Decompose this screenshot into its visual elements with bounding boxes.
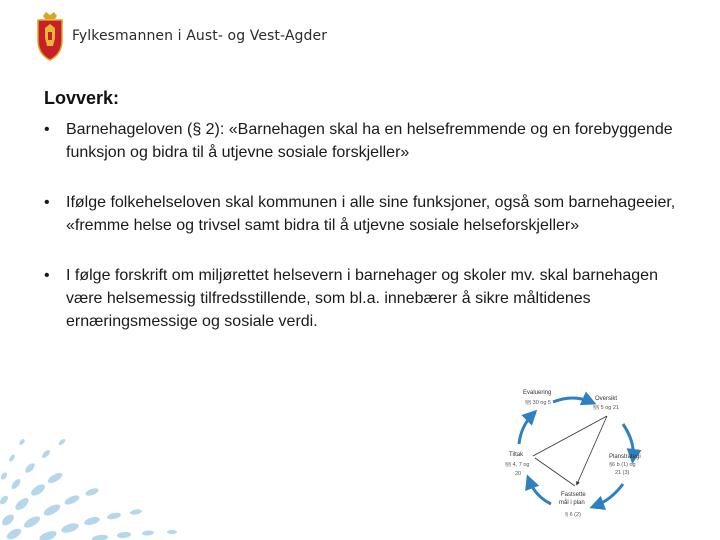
label-tiltak: Tiltak bbox=[509, 452, 524, 458]
coat-of-arms-icon bbox=[34, 10, 66, 62]
label-fastsette: Fastsette bbox=[561, 492, 586, 498]
bullet-text: Ifølge folkehelseloven skal kommunen i alle sine funksjoner, også som barnehageeier, «fremme helse og trivsel samt bidra til å utjevne sosiale helseforskjeller» bbox=[66, 194, 676, 234]
header bbox=[34, 10, 327, 62]
label-planstrategi: Planstrategi bbox=[609, 454, 641, 460]
bullet-item bbox=[44, 191, 684, 237]
label-tiltak-ref2: 20 bbox=[515, 471, 522, 477]
cycle-arc-right bbox=[623, 424, 633, 458]
bullet-text: Barnehageloven (§ 2): «Barnehagen skal ha en helsefremmende og en forebyggende funksjon og bidra til å utjevne sosiale forskjeller» bbox=[66, 121, 673, 161]
slide-title: Lovverk: bbox=[44, 88, 120, 108]
cycle-line-2 bbox=[577, 416, 607, 484]
planning-cycle-diagram bbox=[495, 380, 655, 540]
label-fastsette-ref: § 6 (2) bbox=[565, 512, 581, 518]
label-fastsette-2: mål i plan bbox=[559, 500, 585, 506]
cycle-line-3 bbox=[535, 458, 575, 486]
bullet-item bbox=[44, 118, 684, 164]
cycle-arc-bottom-left bbox=[529, 480, 551, 504]
cycle-arc-bottom-right bbox=[595, 484, 623, 506]
bullet-text: I følge forskrift om miljørettet helsevern i barnehager og skoler mv. skal barnehagen være helsemessig tilfredsstillende, som bl.a. innebærer å sikre måltidenes ernæringsmessige og sosiale verdi. bbox=[66, 267, 658, 330]
cycle-line-1 bbox=[533, 416, 607, 456]
bullet-marker: • bbox=[44, 267, 50, 284]
label-tiltak-ref1: §§ 4, 7 og bbox=[505, 462, 530, 468]
label-evaluering-ref: §§ 30 og 5 bbox=[525, 400, 551, 406]
bullet-marker: • bbox=[44, 121, 50, 138]
label-oversikt: Oversikt bbox=[595, 396, 618, 402]
label-planstrategi-ref1: §6 b (1) og bbox=[609, 462, 636, 468]
label-oversikt-ref: §§ 5 og 21 bbox=[593, 405, 619, 411]
cycle-arc-left bbox=[519, 414, 533, 444]
bullet-marker: • bbox=[44, 194, 50, 211]
cycle-arc-top bbox=[553, 398, 591, 402]
org-name: Fylkesmannen i Aust- og Vest-Agder bbox=[72, 28, 328, 44]
label-evaluering: Evaluering bbox=[523, 390, 552, 396]
decorative-curves bbox=[0, 400, 200, 540]
label-planstrategi-ref2: 21 (3) bbox=[615, 470, 630, 476]
bullet-list bbox=[44, 118, 684, 333]
bullet-item bbox=[44, 264, 684, 333]
